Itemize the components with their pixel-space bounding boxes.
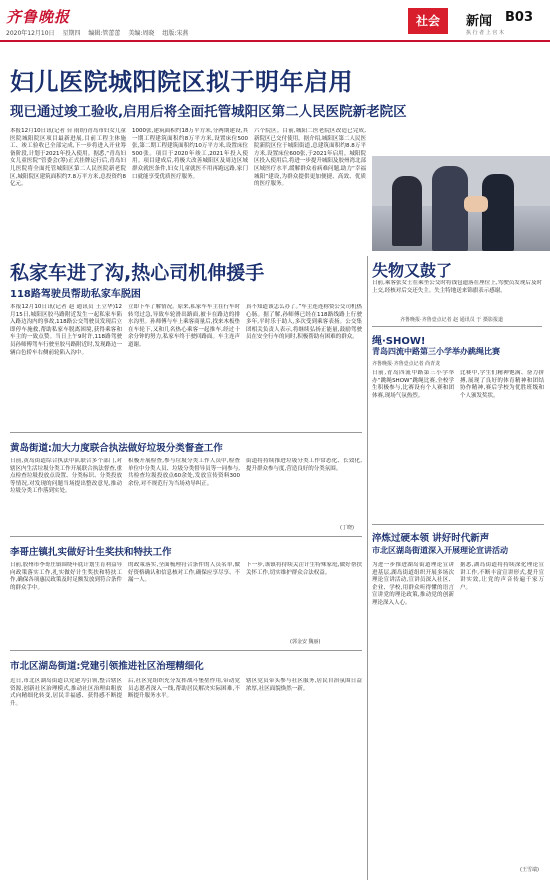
story2-col2: 立即下车了解情况。原来,私家车车主在行车时转弯过急,导致车轮滑出路面,被卡在路边的排水沟里。孙师傅与车上乘客商量后,找来木板垫在车轮下,又和几名热心乘客一起推车,经过十余分钟的努力,私家车终于驶回路面。车主连声道谢。: [128, 304, 240, 348]
proof-credit: 组版:宋燕: [162, 30, 189, 37]
divider: [10, 536, 362, 537]
story2-col3: 真不知道该怎么办了。”车主连连称赞公交司机热心肠。据了解,孙师傅已经在118路线路上行驶多年,平时乐于助人,多次受到乘客表扬。公交集团相关负责人表示,将继续弘扬正能量,鼓励驾驶员在安全行车的同时,积极帮助有困难的群众。: [246, 304, 362, 341]
story2-subhead: 118路驾驶员帮助私家车脱困: [10, 289, 141, 300]
divider: [10, 432, 362, 433]
story1-col3: 六个院区。目前,城阳二医老院区改造已完成,新院区已交付使用。据介绍,城阳区第二人民医院新院区位于城阳街道,总建筑面积约8.8万平方米,设置床位600张,于2021年启用。城阳院区投入使用后,将进一步提升城阳及胶州湾北部区域医疗水平,缓解群众看病难问题,助力“幸福城阳”建设,为群众提供更加便捷、高效、优质的医疗服务。: [254, 128, 366, 188]
story1-col2: 1000张,建筑面积约18万平方米,分两期建设,其一期工程建筑面积约8万平方米,设置床位500张,第二期工程建筑面积约10万平方米,设置床位500张。项目于2020年竣工,2021年投入使用。项目建成后,将极大改善城阳区及周边区域群众就医条件,妇女儿童就医不用再跑远路,家门口就能享受优质医疗服务。: [132, 128, 248, 180]
story4-credit: (丁晓): [340, 525, 354, 531]
story3-byline: 齐鲁晚报·齐鲁壹点记者 赵 通讯员 于 摄影报道: [400, 317, 503, 323]
story2-headline: 私家车进了沟,热心司机伸援手: [10, 262, 265, 284]
story7-headline: 绳·SHOW!: [372, 336, 426, 347]
story8-credit: (王雪端): [520, 867, 539, 873]
page-number: B03: [505, 10, 533, 25]
story3-headline: 失物又鼓了: [372, 261, 453, 280]
issue-date: 2020年12月10日: [6, 30, 55, 37]
story7-col2: 比赛中,学生们精神饱满、奋力拼搏,展现了良好的体育精神和团结协作精神,赛后学校为优胜班级和个人颁发奖状。: [460, 370, 544, 399]
story8-headline-a: 淬炼过硬本领 讲好时代新声: [372, 533, 490, 544]
story5-headline: 李哥庄镇扎实做好计生奖扶和特扶工作: [10, 547, 172, 558]
story2-col1: 本报12月10日讯(记者 赵 通讯员 王立华)12月15日,城阳区胶马路附近发生一起私家车陷入路边沟内的事故,118路公交驾驶员发现后立即停车施救,帮助私家车脱离困境,获得乘客和车主的一致点赞。当日上午9时许,118路驾驶员孙师傅驾车行驶至胶马路附近时,发现路边一辆白色轿车右侧前轮陷入沟中。: [10, 304, 122, 356]
story4-col2: 积极开展检查,参与垃圾分类工作人员中,检查单位中分类人员、垃圾分类督导员等一同参与,共检查垃圾投放点60余处,发放宣传资料300余份,对不规范行为当场劝导纠正。: [128, 458, 240, 487]
story6-headline: 市北区湖岛街道:党建引领推进社区治理精细化: [10, 661, 204, 672]
story8-col2: 据悉,湖岛街道将持续深化理论宣讲工作,不断丰富宣讲形式,提升宣讲实效,让党的声音传遍千家万户。: [460, 562, 544, 591]
story5-col2: 的政策落实,全面梳理符合条件的人员名单,做好资格确认和信息核对工作,确保应享尽享、不漏一人。: [128, 562, 240, 584]
story6-col1: 近日,市北区湖岛街道以党建为引领,整合辖区资源,创新社区治理模式,推动社区治理由粗放式向精细化转变,居民幸福感、获得感不断提升。: [10, 678, 122, 707]
story1-headline: 妇儿医院城阳院区拟于明年启用: [10, 68, 353, 96]
story4-col1: 日前,黄岛街道综合执法中队联合多个部门,对辖区内生活垃圾分类工作开展联合执法督查,重点检查垃圾投放点设置、分类标识、分类投放等情况,对发现的问题当场提出整改意见,推动垃圾分类工作落到实处。: [10, 458, 122, 495]
story4-col3: 街道将持续推进垃圾分类工作常态化、长效化,提升群众参与度,营造良好的分类氛围。: [246, 458, 362, 472]
news-photo: [372, 156, 550, 251]
editor-credit: 编辑:管蕾蕾: [88, 30, 121, 37]
story8-col1: 为进一步推进湖岛街道理论宣讲进基层,湖岛街道组织开展多场次理论宣讲活动,宣讲员深入社区、企业、学校,用群众听得懂的语言宣讲党的理论政策,推动党的创新理论深入人心。: [372, 562, 454, 606]
divider: [372, 524, 544, 525]
story7-col1: 日前,青岛四流中路第三小学举办“跳绳SHOW”跳绳比赛,全校学生积极参与,比赛设有个人赛和团体赛,现场气氛热烈。: [372, 370, 454, 399]
story7-subhead: 青岛四流中路第三小学举办跳绳比赛: [372, 347, 500, 356]
divider: [10, 650, 362, 651]
story8-headline-b: 市北区湖岛街道深入开展理论宣讲活动: [372, 546, 508, 555]
story5-col1: 日前,胶州市李哥庄镇围绕年底计划生育利益导向政策落实工作,扎实做好计生奖扶和特扶工作,确保各项惠民政策及时足额发放到符合条件的群众手中。: [10, 562, 122, 591]
story7-byline: 齐鲁晚报·齐鲁壹点记者 尚青龙: [372, 361, 441, 367]
designer-credit: 美编:周晓: [128, 30, 155, 37]
masthead: [0, 0, 550, 40]
story5-col3: 下一步,该镇将持续关注计生特殊家庭,做好帮扶关怀工作,切实维护群众合法权益。: [246, 562, 362, 576]
masthead-rule: [0, 40, 550, 42]
story1-col1: 本报12月10日讯(记者 台 雨纷)青岛市妇女儿童医院城阳院区项目最新进展,目前工程主体施工、竣工验收已全部完成,下一步将进入开业筹备阶段,计划于2021年投入使用。据悉,“青岛妇女儿童医院”管委会(筹)正式挂牌运行后,青岛妇儿医院将全面托管城阳区第二人民医院新老院区,城阳院区建筑面积约7.8万平方米,总投资约8亿元。: [10, 128, 126, 188]
column-divider: [367, 256, 368, 880]
newspaper-logo: 齐鲁晚报: [6, 8, 71, 26]
section-badge: 社会: [408, 8, 448, 34]
news-label: 新闻: [466, 14, 493, 29]
staff-credit: 执 行 者 上 官 木: [466, 30, 504, 36]
story6-col3: 辖区党员带头参与社区服务,居民自治氛围日益浓厚,社区面貌焕然一新。: [246, 678, 362, 692]
issue-weekday: 星期四: [62, 30, 81, 37]
story4-headline: 黄岛街道:加大力度联合执法做好垃圾分类督查工作: [10, 443, 223, 454]
story3-caption: 日前,乘客张女士在乘坐公交时将钱包遗落在座位上,驾驶员发现后及时上交,经核对后交还失主。失主特地送来锦旗表示感谢。: [372, 280, 542, 294]
story6-col2: 后,社区党组织充分发挥战斗堡垒作用,带动党员志愿者深入一线,帮助居民解决实际困难,不断提升服务水平。: [128, 678, 240, 700]
story1-subhead: 现已通过竣工验收,启用后将全面托管城阳区第二人民医院新老院区: [10, 104, 407, 120]
divider: [372, 326, 542, 327]
story5-credit: (郭金安 魏丽): [290, 639, 321, 645]
masthead-info: [6, 28, 194, 37]
